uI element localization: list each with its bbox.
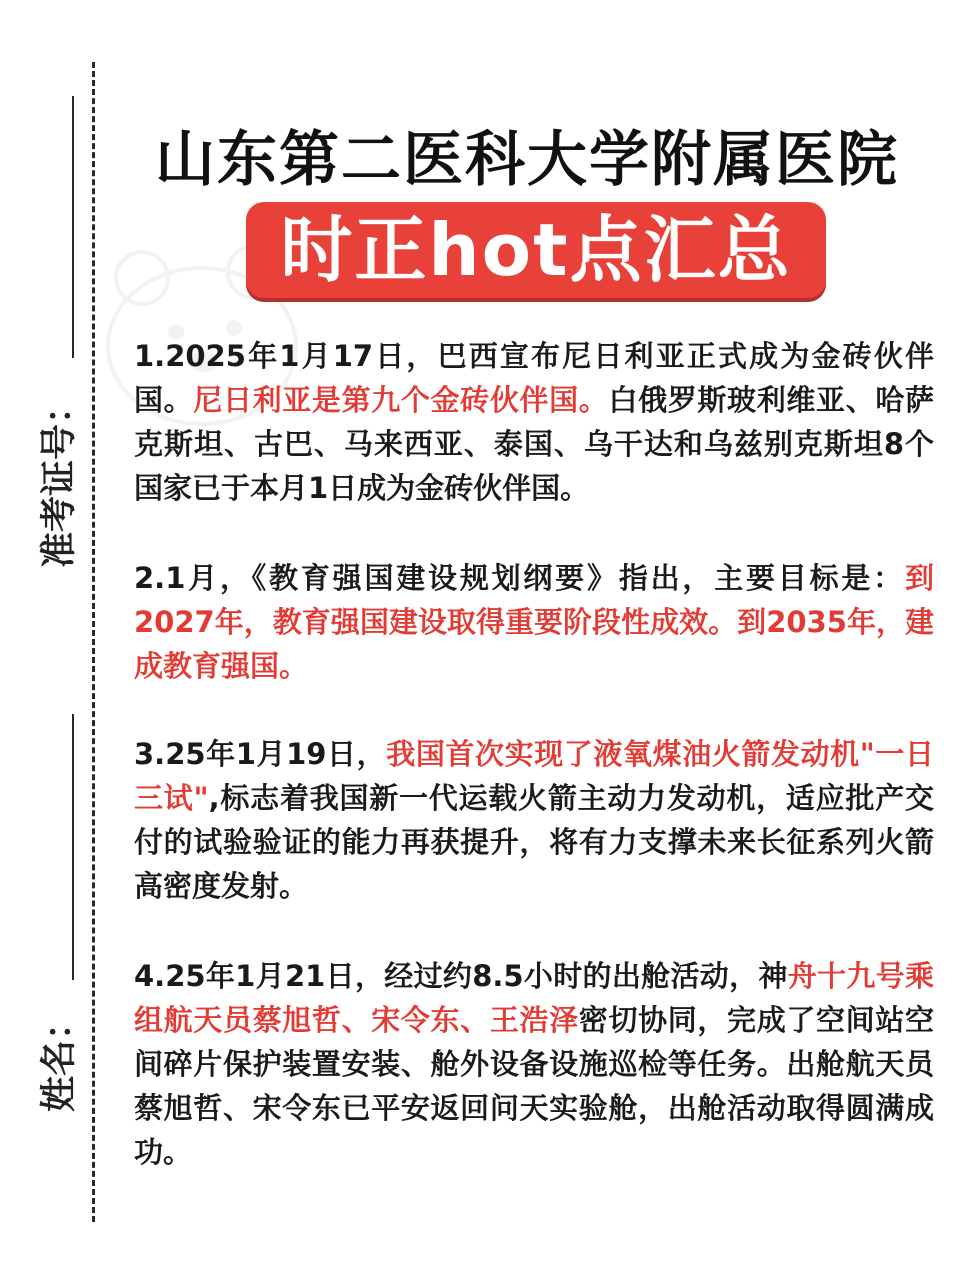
news-text: 1.2025年1月17日，巴西宣布尼日利亚正式成为金砖伙伴国。	[134, 339, 934, 417]
exam-id-write-line	[72, 96, 74, 358]
cut-dashed-line	[92, 62, 95, 1222]
news-highlight: 舟十九号乘组航天员蔡旭哲、宋令东、王浩泽	[134, 959, 934, 1037]
news-item-4	[134, 954, 934, 1174]
name-write-line	[72, 714, 74, 980]
news-highlight: 我国首次实现了液氧煤油火箭发动机"一日三试"	[134, 737, 934, 815]
news-text: 2.1月，《教育强国建设规划纲要》指出，主要目标是：	[134, 561, 905, 595]
news-text: 白俄罗斯玻利维亚、哈萨克斯坦、古巴、马来西亚、泰国、乌干达和乌兹别克斯坦8个国家已于本月1日成为金砖伙伴国。	[134, 383, 934, 505]
news-item-3	[134, 732, 934, 908]
news-text: 3.25年1月19日，	[134, 737, 387, 771]
news-text: 4.25年1月21日，经过约8.5小时的出舱活动，神	[134, 959, 788, 993]
news-text: 密切协同，完成了空间站空间碎片保护装置安装、舱外设备设施巡检等任务。出舱航天员蔡旭哲、宋令东已平安返回问天实验舱，出舱活动取得圆满成功。	[134, 1003, 934, 1169]
news-highlight: 到2027年，教育强国建设取得重要阶段性成效。到2035年，建成教育强国。	[134, 561, 934, 683]
binding-margin	[0, 0, 110, 1280]
news-item-1	[134, 334, 934, 510]
news-highlight: 尼日利亚是第九个金砖伙伴国。	[193, 383, 609, 417]
banner-title: 时正hot点汇总	[280, 208, 792, 292]
exam-id-label: 准考证号：	[38, 387, 80, 569]
news-text: ,标志着我国新一代运载火箭主动力发动机，适应批产交付的试验验证的能力再获提升，将有力支撑未来长征系列火箭高密度发射。	[134, 781, 934, 903]
news-item-2	[134, 556, 934, 688]
topic-banner	[246, 202, 826, 298]
name-label: 姓名：	[38, 1003, 80, 1113]
page-title: 山东第二医科大学附属医院	[155, 125, 899, 195]
